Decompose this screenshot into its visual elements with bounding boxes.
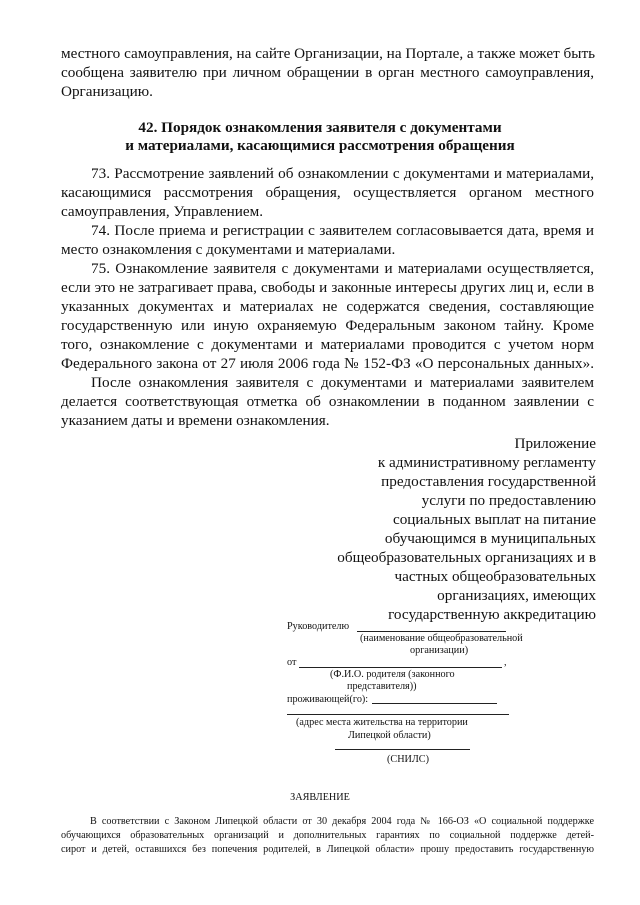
residing-line-2	[287, 714, 509, 715]
paragraph-73-line: самоуправления, Управлением.	[61, 203, 264, 220]
from-comma: ,	[504, 657, 507, 668]
appendix-line: организациях, имеющих	[437, 587, 596, 604]
residing-label: проживающей(го):	[287, 694, 369, 705]
section-heading: и материалами, касающимися рассмотрения обращения	[125, 137, 515, 154]
appendix-line: услуги по предоставлению	[421, 492, 596, 509]
statement-line: В соответствии с Законом Липецкой области от 30 декабря 2004 года № 166-ОЗ «О социальной поддержке	[90, 816, 594, 827]
statement-line: обучающихся образовательных организаций и дополнительных гарантиях по социальной поддержке детей-	[61, 830, 594, 841]
intro-line: Организацию.	[61, 83, 153, 100]
address-hint: Липецкой области)	[348, 730, 431, 741]
address-hint: (адрес места жительства на территории	[296, 717, 468, 728]
appendix-line: частных общеобразовательных	[394, 568, 596, 585]
statement-line: сирот и детей, оставшихся без попечения родителей, в Липецкой области» прошу предоставить государственную	[61, 844, 594, 855]
head-hint: организации)	[410, 645, 469, 656]
paragraph-74-line: место ознакомления с документами и материалами.	[61, 241, 396, 258]
snils-hint: (СНИЛС)	[387, 754, 429, 765]
residing-line	[372, 703, 497, 704]
paragraph-after-line: После ознакомления заявителя с документами и материалами заявителем	[91, 374, 594, 391]
section-heading: 42. Порядок ознакомления заявителя с документами	[138, 119, 502, 136]
paragraph-75-line: Федерального закона от 27 июля 2006 года № 152-ФЗ «О персональных данных».	[61, 355, 594, 372]
head-hint: (наименование общеобразовательной	[360, 633, 523, 644]
appendix-line: Приложение	[514, 435, 596, 452]
fio-hint: (Ф.И.О. родителя (законного	[330, 669, 455, 680]
paragraph-75-line: того, ознакомление с документами и материалами проводится с учетом норм	[61, 336, 594, 353]
appendix-line: обучающимся в муниципальных	[384, 530, 596, 547]
snils-line	[335, 749, 470, 750]
appendix-line: к административному регламенту	[377, 454, 596, 471]
paragraph-75-line: государственную или иную охраняемую Федеральным законом тайну. Кроме	[61, 317, 594, 334]
intro-line: местного самоуправления, на сайте Организации, на Портале, а также может быть	[61, 45, 596, 62]
paragraph-75-line: если это не затрагивает права, свободы и законные интересы других лиц и, если в	[61, 279, 594, 296]
statement-title: ЗАЯВЛЕНИЕ	[290, 792, 350, 803]
paragraph-74-line: 74. После приема и регистрации с заявителем согласовывается дата, время и	[91, 222, 594, 239]
head-label: Руководителю	[287, 621, 350, 632]
appendix-line: предоставления государственной	[381, 473, 596, 490]
intro-line: сообщена заявителю при личном обращении в орган местного самоуправления,	[61, 64, 594, 81]
paragraph-after-line: указанием даты и времени ознакомления.	[61, 412, 330, 429]
from-label: от	[287, 657, 297, 668]
appendix-line: государственную аккредитацию	[388, 606, 596, 623]
appendix-line: социальных выплат на питание	[392, 511, 596, 528]
fio-hint: представителя))	[347, 681, 417, 692]
appendix-line: общеобразовательных организациях и в	[337, 549, 596, 566]
paragraph-75-line: указанных документах и материалах не содержатся сведения, составляющие	[61, 298, 594, 315]
paragraph-75-line: 75. Ознакомление заявителя с документами и материалами осуществляется,	[91, 260, 594, 277]
paragraph-after-line: делается соответствующая отметка об ознакомлении в поданном заявлении с	[61, 393, 594, 410]
paragraph-73-line: 73. Рассмотрение заявлений об ознакомлении с документами и материалами,	[91, 165, 594, 182]
paragraph-73-line: касающимися рассмотрения обращения, осуществляется органом местного	[61, 184, 594, 201]
